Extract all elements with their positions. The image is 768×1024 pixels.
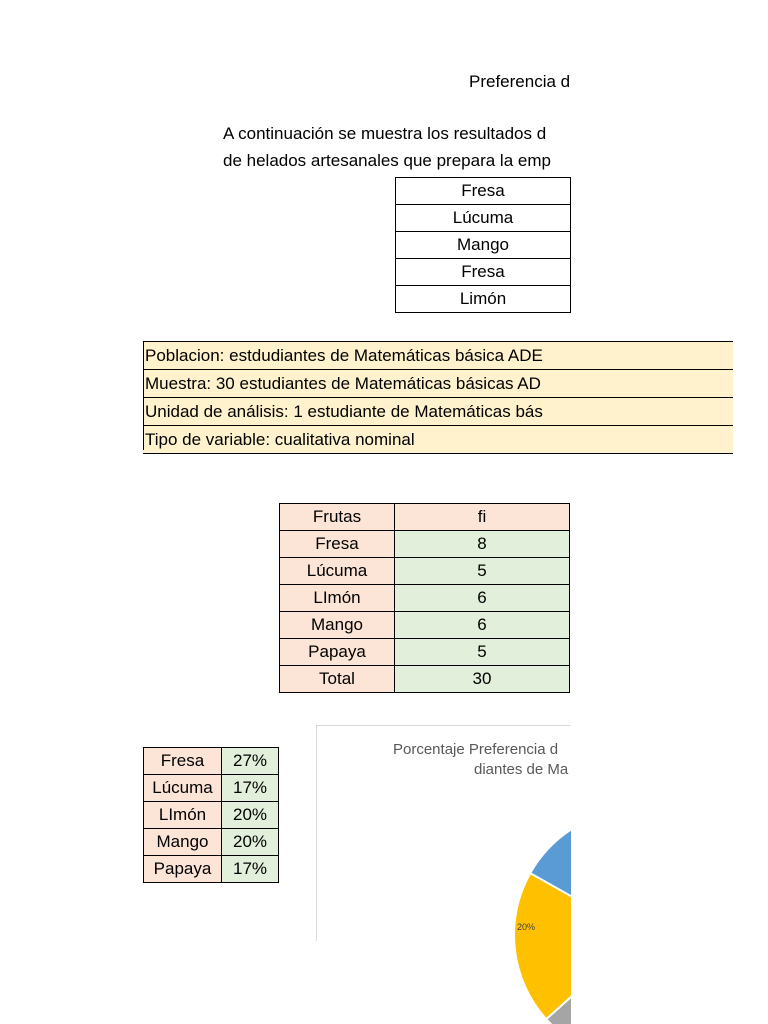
sample-cell[interactable]: Limón: [396, 286, 571, 313]
pct-value-cell[interactable]: 20%: [222, 829, 279, 856]
pct-value-cell[interactable]: 20%: [222, 802, 279, 829]
pie-data-label: 20%: [517, 922, 536, 932]
fi-cell[interactable]: 8: [395, 531, 570, 558]
chart-title-line-1: Porcentaje Preferencia d: [393, 741, 559, 758]
pct-fruit-cell[interactable]: Papaya: [144, 856, 222, 883]
page-title: Preferencia d: [469, 72, 571, 91]
pct-value-cell[interactable]: 27%: [222, 748, 279, 775]
intro-line-1: A continuación se muestra los resultados d: [223, 124, 547, 143]
info-row-poblacion[interactable]: Poblacion: estdudiantes de Matemáticas básica ADE: [143, 341, 733, 370]
fruit-cell[interactable]: Fresa: [280, 531, 395, 558]
chart-title-line-2: diantes de Ma: [474, 761, 569, 778]
intro-line-2: de helados artesanales que prepara la emp: [223, 151, 551, 170]
info-row-tipo[interactable]: Tipo de variable: cualitativa nominal: [143, 426, 733, 454]
pct-fruit-cell[interactable]: Lúcuma: [144, 775, 222, 802]
fruit-cell[interactable]: Papaya: [280, 639, 395, 666]
pct-fruit-cell[interactable]: Fresa: [144, 748, 222, 775]
pct-fruit-cell[interactable]: LImón: [144, 802, 222, 829]
info-row-unidad[interactable]: Unidad de análisis: 1 estudiante de Matemáticas bás: [143, 398, 733, 426]
pie-slice-mango[interactable]: [514, 873, 571, 1019]
total-label-cell[interactable]: Total: [280, 666, 395, 693]
fruit-cell[interactable]: Lúcuma: [280, 558, 395, 585]
total-value-cell[interactable]: 30: [395, 666, 570, 693]
study-info-block: [143, 341, 733, 454]
fi-cell[interactable]: 5: [395, 558, 570, 585]
fi-cell[interactable]: 6: [395, 612, 570, 639]
header-frutas[interactable]: Frutas: [280, 504, 395, 531]
pct-fruit-cell[interactable]: Mango: [144, 829, 222, 856]
sample-cell[interactable]: Fresa: [396, 178, 571, 205]
fruit-cell[interactable]: LImón: [280, 585, 395, 612]
fruit-cell[interactable]: Mango: [280, 612, 395, 639]
fi-cell[interactable]: 5: [395, 639, 570, 666]
fi-cell[interactable]: 6: [395, 585, 570, 612]
header-fi[interactable]: fi: [395, 504, 570, 531]
sample-cell[interactable]: Fresa: [396, 259, 571, 286]
sample-cell[interactable]: Mango: [396, 232, 571, 259]
pct-value-cell[interactable]: 17%: [222, 856, 279, 883]
pct-value-cell[interactable]: 17%: [222, 775, 279, 802]
info-left-border: [143, 341, 144, 450]
sample-cell[interactable]: Lúcuma: [396, 205, 571, 232]
info-row-muestra[interactable]: Muestra: 30 estudiantes de Matemáticas básicas AD: [143, 370, 733, 398]
